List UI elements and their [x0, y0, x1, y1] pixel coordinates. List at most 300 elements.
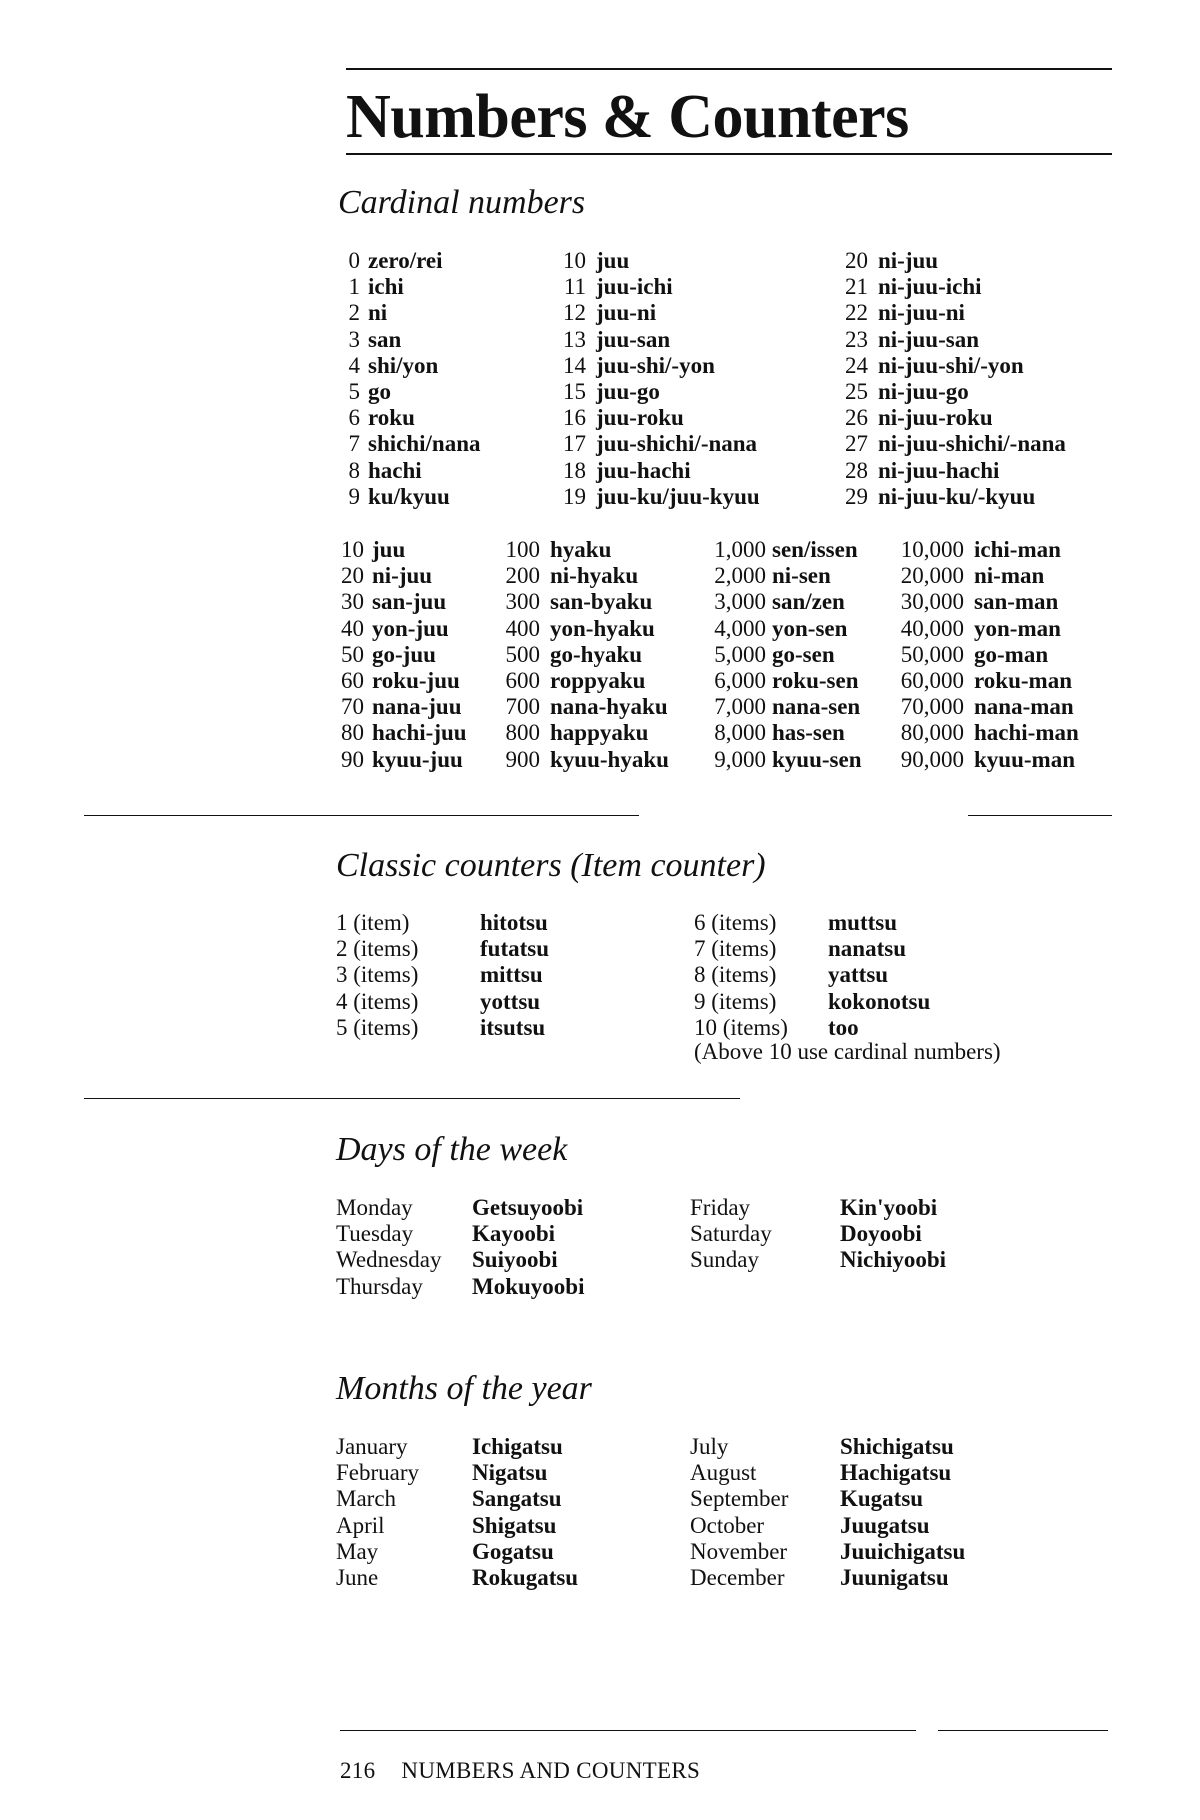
number-row [498, 694, 669, 720]
number-value: 40,000 [900, 615, 964, 641]
section-divider-2 [84, 1098, 740, 1099]
number-value: 60 [341, 668, 364, 694]
number-value: 20 [845, 248, 868, 273]
number-row [556, 484, 760, 510]
term-japanese: Doyoobi [840, 1221, 922, 1247]
term-row [336, 1247, 584, 1273]
number-row [838, 274, 1066, 300]
footer-rule-b [938, 1730, 1108, 1731]
number-value: 9,000 [714, 746, 766, 772]
number-row [336, 747, 467, 773]
term-english: February [336, 1460, 420, 1486]
number-row [338, 248, 481, 274]
number-word: juu-ku/juu-kyuu [596, 483, 760, 509]
number-value: 20,000 [900, 563, 964, 589]
number-value: 80 [341, 720, 364, 746]
cardinal-col-20-29 [838, 248, 1066, 510]
days-left-col [336, 1195, 584, 1300]
number-word: juu-go [596, 379, 660, 405]
number-value: 29 [845, 483, 868, 509]
term-row [690, 1539, 965, 1565]
number-word: juu-ni [596, 300, 657, 326]
number-word: hachi-juu [372, 720, 467, 746]
page-footer [340, 1758, 700, 1784]
top-rule [346, 68, 1112, 70]
term-english: 1 (item) [336, 910, 410, 935]
term-row [690, 1247, 946, 1273]
term-english: March [336, 1486, 397, 1512]
number-row [498, 668, 669, 694]
number-row [838, 248, 1066, 274]
number-row [338, 484, 481, 510]
term-row [336, 1513, 578, 1539]
term-row [336, 936, 549, 962]
page-number: 216 [340, 1758, 376, 1783]
term-english: Friday [690, 1195, 751, 1220]
number-row [888, 563, 1079, 589]
term-english: June [336, 1565, 379, 1591]
number-row [336, 589, 467, 615]
term-japanese: Kin'yoobi [840, 1195, 938, 1220]
number-word: yon-sen [772, 615, 848, 641]
number-word: go-sen [772, 641, 835, 667]
number-value: 800 [505, 720, 540, 746]
term-row [336, 962, 549, 988]
term-row [690, 1565, 965, 1591]
number-value: 7 [348, 431, 360, 457]
number-row [336, 616, 467, 642]
number-word: kyuu-juu [372, 746, 463, 772]
term-english: 9 (items) [694, 988, 777, 1014]
number-value: 30,000 [900, 589, 964, 615]
number-value: 16 [563, 405, 586, 431]
number-value: 28 [845, 457, 868, 483]
number-value: 18 [563, 457, 586, 483]
term-english: Monday [336, 1195, 413, 1220]
number-word: happyaku [550, 720, 649, 746]
term-english: August [690, 1460, 757, 1486]
number-word: zero/rei [368, 248, 443, 273]
number-word: roku-sen [772, 668, 859, 694]
number-value: 14 [563, 352, 586, 378]
counters-right-col [694, 910, 930, 1041]
term-row [694, 936, 930, 962]
number-value: 5 [348, 379, 360, 405]
number-row [556, 379, 760, 405]
number-row [838, 327, 1066, 353]
term-japanese: Ichigatsu [472, 1434, 563, 1459]
term-row [336, 1015, 549, 1041]
number-row [498, 720, 669, 746]
counters-left-col [336, 910, 549, 1041]
number-word: ni-hyaku [550, 563, 639, 589]
number-word: has-sen [772, 720, 845, 746]
number-value: 400 [505, 615, 540, 641]
number-word: juu-ichi [596, 274, 673, 300]
number-word: ichi-man [974, 537, 1061, 562]
number-row [556, 431, 760, 457]
number-row [556, 274, 760, 300]
term-english: 5 (items) [336, 1014, 419, 1040]
number-value: 900 [505, 746, 540, 772]
number-row [698, 616, 861, 642]
number-value: 1,000 [714, 537, 766, 562]
number-row [336, 563, 467, 589]
number-word: nana-sen [772, 694, 861, 720]
term-japanese: nanatsu [828, 936, 906, 962]
cardinal-col-hundreds [498, 537, 669, 773]
number-value: 3,000 [714, 589, 766, 615]
number-value: 15 [563, 379, 586, 405]
term-english: July [690, 1434, 729, 1459]
term-english: November [690, 1538, 788, 1564]
number-value: 80,000 [900, 720, 964, 746]
number-row [888, 616, 1079, 642]
section-divider-1 [84, 815, 639, 816]
number-word: ni-juu-shi/-yon [878, 352, 1024, 378]
number-word: ni [368, 300, 388, 326]
term-japanese: too [828, 1014, 859, 1040]
number-value: 8,000 [714, 720, 766, 746]
term-row [694, 989, 930, 1015]
number-word: juu-shi/-yon [596, 352, 715, 378]
number-row [556, 405, 760, 431]
number-row [338, 353, 481, 379]
number-word: san [368, 326, 402, 352]
number-word: shichi/nana [368, 431, 481, 457]
number-word: nana-juu [372, 694, 462, 720]
number-value: 200 [505, 563, 540, 589]
number-word: yon-juu [372, 615, 449, 641]
number-value: 700 [505, 694, 540, 720]
term-japanese: Shigatsu [472, 1512, 557, 1538]
number-word: juu [596, 248, 630, 273]
number-word: ku/kyuu [368, 483, 450, 509]
number-row [556, 458, 760, 484]
term-row [690, 1195, 946, 1221]
cardinal-heading: Cardinal numbers [338, 184, 586, 221]
number-value: 21 [845, 274, 868, 300]
number-row [698, 668, 861, 694]
number-row [888, 589, 1079, 615]
number-row [336, 642, 467, 668]
number-value: 70,000 [900, 694, 964, 720]
number-value: 500 [505, 641, 540, 667]
number-word: shi/yon [368, 352, 439, 378]
footer-rule [340, 1730, 916, 1731]
number-row [556, 353, 760, 379]
term-english: 4 (items) [336, 988, 419, 1014]
number-value: 90 [341, 746, 364, 772]
number-word: roku [368, 405, 415, 431]
cardinal-col-thousands [698, 537, 861, 773]
number-word: go-juu [372, 641, 436, 667]
number-row [698, 537, 861, 563]
term-row [336, 1539, 578, 1565]
days-heading: Days of the week [336, 1131, 568, 1168]
number-value: 60,000 [900, 668, 964, 694]
term-japanese: Kayoobi [472, 1221, 556, 1247]
term-row [336, 1460, 578, 1486]
number-value: 12 [563, 300, 586, 326]
number-row [888, 642, 1079, 668]
term-row [690, 1434, 965, 1460]
number-word: hachi-man [974, 720, 1079, 746]
term-japanese: yottsu [480, 988, 541, 1014]
term-english: October [690, 1512, 765, 1538]
counters-heading: Classic counters (Item counter) [336, 847, 766, 884]
number-row [838, 484, 1066, 510]
number-row [338, 327, 481, 353]
number-row [888, 720, 1079, 746]
term-japanese: Gogatsu [472, 1538, 554, 1564]
number-row [698, 563, 861, 589]
number-row [338, 405, 481, 431]
term-japanese: Hachigatsu [840, 1460, 952, 1486]
number-word: ni-juu-ku/-kyuu [878, 483, 1036, 509]
number-value: 23 [845, 326, 868, 352]
term-english: Wednesday [336, 1247, 442, 1273]
term-japanese: Getsuyoobi [472, 1195, 584, 1220]
number-word: ni-sen [772, 563, 831, 589]
number-value: 70 [341, 694, 364, 720]
number-value: 50,000 [900, 641, 964, 667]
number-word: hyaku [550, 537, 612, 562]
number-value: 4 [348, 352, 360, 378]
title-underline [346, 153, 1112, 155]
months-left-col [336, 1434, 578, 1591]
term-japanese: Kugatsu [840, 1486, 924, 1512]
number-row [698, 589, 861, 615]
number-row [698, 642, 861, 668]
number-word: nana-man [974, 694, 1074, 720]
number-word: ni-juu-roku [878, 405, 993, 431]
number-word: ni-man [974, 563, 1045, 589]
number-value: 10,000 [900, 537, 964, 562]
term-japanese: kokonotsu [828, 988, 931, 1014]
number-row [336, 694, 467, 720]
term-english: May [336, 1538, 379, 1564]
running-footer: NUMBERS AND COUNTERS [401, 1758, 701, 1783]
number-word: yon-hyaku [550, 615, 655, 641]
term-japanese: Mokuyoobi [472, 1273, 585, 1299]
number-word: kyuu-sen [772, 746, 862, 772]
term-english: 3 (items) [336, 962, 419, 988]
number-word: roppyaku [550, 668, 646, 694]
number-row [838, 353, 1066, 379]
number-row [838, 300, 1066, 326]
number-value: 25 [845, 379, 868, 405]
number-row [556, 300, 760, 326]
term-row [336, 1274, 584, 1300]
number-word: ni-juu [372, 563, 433, 589]
number-row [888, 694, 1079, 720]
cardinal-col-10-19 [556, 248, 760, 510]
number-word: sen/issen [772, 537, 858, 562]
term-japanese: Nigatsu [472, 1460, 548, 1486]
term-japanese: itsutsu [480, 1014, 546, 1040]
number-value: 10 [341, 537, 364, 562]
page-title: Numbers & Counters [346, 83, 909, 151]
number-row [698, 747, 861, 773]
number-row [498, 563, 669, 589]
term-english: April [336, 1512, 385, 1538]
term-japanese: futatsu [480, 936, 550, 962]
number-word: ni-juu-go [878, 379, 969, 405]
term-row [336, 1565, 578, 1591]
number-word: san-byaku [550, 589, 653, 615]
term-japanese: Shichigatsu [840, 1434, 954, 1459]
number-word: ni-juu [878, 248, 939, 273]
number-row [338, 274, 481, 300]
term-english: 6 (items) [694, 910, 777, 935]
number-word: ni-juu-ni [878, 300, 965, 326]
term-row [690, 1460, 965, 1486]
number-word: ichi [368, 274, 404, 300]
cardinal-col-0-9 [338, 248, 481, 510]
number-word: kyuu-hyaku [550, 746, 669, 772]
number-word: juu-shichi/-nana [596, 431, 758, 457]
term-english: January [336, 1434, 408, 1459]
months-heading: Months of the year [336, 1370, 592, 1407]
number-row [888, 668, 1079, 694]
number-word: go-hyaku [550, 641, 643, 667]
number-row [498, 537, 669, 563]
number-value: 40 [341, 615, 364, 641]
number-row [556, 327, 760, 353]
term-row [694, 962, 930, 988]
number-value: 24 [845, 352, 868, 378]
number-word: go-man [974, 641, 1049, 667]
term-japanese: Sangatsu [472, 1486, 562, 1512]
number-value: 50 [341, 641, 364, 667]
number-value: 2 [348, 300, 360, 326]
number-value: 7,000 [714, 694, 766, 720]
number-value: 6,000 [714, 668, 766, 694]
term-japanese: yattsu [828, 962, 889, 988]
term-english: December [690, 1565, 785, 1591]
days-right-col [690, 1195, 946, 1274]
number-value: 20 [341, 563, 364, 589]
term-english: 2 (items) [336, 936, 419, 962]
number-value: 30 [341, 589, 364, 615]
number-value: 26 [845, 405, 868, 431]
number-row [338, 458, 481, 484]
number-row [338, 300, 481, 326]
term-row [336, 989, 549, 1015]
number-row [838, 405, 1066, 431]
number-row [338, 379, 481, 405]
term-english: Sunday [690, 1247, 759, 1273]
number-word: roku-juu [372, 668, 460, 694]
number-value: 4,000 [714, 615, 766, 641]
term-row [690, 1486, 965, 1512]
term-japanese: Suiyoobi [472, 1247, 558, 1273]
number-row [838, 431, 1066, 457]
number-row [338, 431, 481, 457]
number-value: 2,000 [714, 563, 766, 589]
number-row [838, 458, 1066, 484]
number-word: san/zen [772, 589, 845, 615]
number-value: 100 [505, 537, 540, 562]
term-english: 8 (items) [694, 962, 777, 988]
number-value: 10 [563, 248, 586, 273]
number-word: kyuu-man [974, 746, 1075, 772]
number-value: 3 [348, 326, 360, 352]
number-row [498, 589, 669, 615]
number-value: 6 [348, 405, 360, 431]
number-value: 8 [348, 457, 360, 483]
term-row [336, 1221, 584, 1247]
term-row [690, 1513, 965, 1539]
number-value: 1 [348, 274, 360, 300]
number-value: 300 [505, 589, 540, 615]
number-word: ni-juu-hachi [878, 457, 1000, 483]
number-row [336, 668, 467, 694]
number-word: juu-roku [596, 405, 684, 431]
number-row [838, 379, 1066, 405]
number-row [698, 720, 861, 746]
number-row [556, 248, 760, 274]
number-value: 27 [845, 431, 868, 457]
number-word: ni-juu-san [878, 326, 979, 352]
cardinal-col-tens [336, 537, 467, 773]
number-word: ni-juu-shichi/-nana [878, 431, 1066, 457]
term-row [694, 910, 930, 936]
number-word: ni-juu-ichi [878, 274, 982, 300]
number-row [888, 747, 1079, 773]
number-word: hachi [368, 457, 422, 483]
term-english: Tuesday [336, 1221, 414, 1247]
term-japanese: hitotsu [480, 910, 548, 935]
number-value: 90,000 [900, 746, 964, 772]
number-value: 0 [348, 248, 360, 273]
number-value: 19 [563, 483, 586, 509]
term-row [690, 1221, 946, 1247]
term-japanese: Juugatsu [840, 1512, 930, 1538]
number-value: 9 [348, 483, 360, 509]
term-japanese: Rokugatsu [472, 1565, 579, 1591]
number-word: san-juu [372, 589, 447, 615]
number-row [498, 642, 669, 668]
term-english: 10 (items) [694, 1014, 788, 1040]
term-row [336, 1195, 584, 1221]
term-japanese: Juuichigatsu [840, 1538, 966, 1564]
term-japanese: muttsu [828, 910, 898, 935]
term-row [694, 1015, 930, 1041]
number-value: 11 [563, 274, 586, 300]
number-word: roku-man [974, 668, 1072, 694]
term-english: September [690, 1486, 789, 1512]
term-row [336, 1486, 578, 1512]
number-word: yon-man [974, 615, 1061, 641]
term-english: 7 (items) [694, 936, 777, 962]
section-divider-1b [968, 815, 1112, 816]
number-value: 22 [845, 300, 868, 326]
term-row [336, 910, 549, 936]
term-row [336, 1434, 578, 1460]
term-japanese: mittsu [480, 962, 543, 988]
term-english: Saturday [690, 1221, 772, 1247]
number-row [336, 537, 467, 563]
term-japanese: Juunigatsu [840, 1565, 949, 1591]
number-row [336, 720, 467, 746]
number-value: 5,000 [714, 641, 766, 667]
number-word: juu [372, 537, 406, 562]
number-row [498, 747, 669, 773]
number-value: 600 [505, 668, 540, 694]
term-english: Thursday [336, 1273, 423, 1299]
